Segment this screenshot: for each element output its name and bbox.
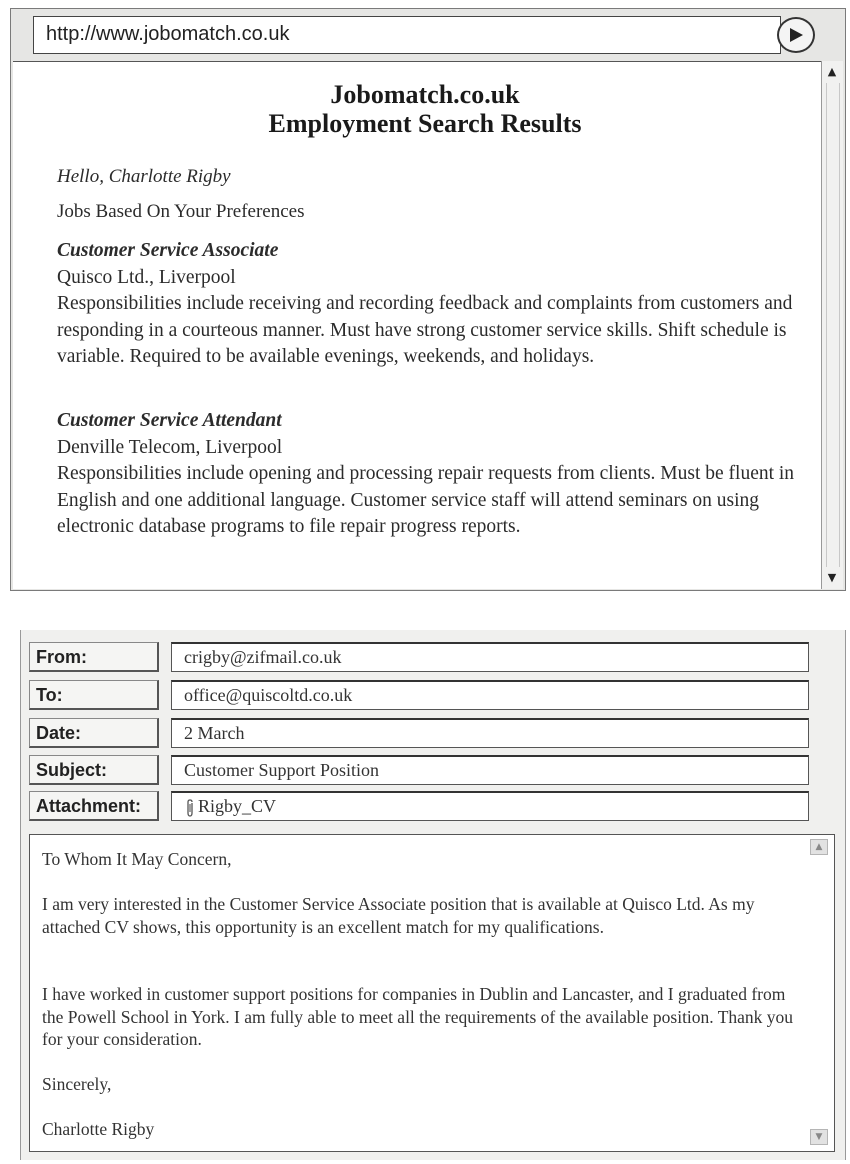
job-listing bbox=[57, 238, 797, 371]
letter-signature: Charlotte Rigby bbox=[42, 1119, 155, 1139]
job-listing bbox=[57, 408, 797, 541]
to-field[interactable]: office@quiscoltd.co.uk bbox=[171, 680, 809, 710]
scroll-track[interactable] bbox=[826, 83, 840, 567]
scroll-down-icon[interactable]: ▼ bbox=[810, 1129, 828, 1145]
address-bar[interactable]: http://www.jobomatch.co.uk bbox=[33, 16, 781, 54]
scroll-down-icon[interactable]: ▼ bbox=[827, 571, 837, 584]
letter-greeting: To Whom It May Concern, bbox=[42, 849, 232, 869]
from-label: From: bbox=[29, 642, 159, 672]
job-company: Quisco Ltd., Liverpool bbox=[57, 266, 236, 288]
subject-label: Subject: bbox=[29, 755, 159, 785]
date-label: Date: bbox=[29, 718, 159, 748]
letter-closing: Sincerely, bbox=[42, 1074, 112, 1094]
attachment-field[interactable] bbox=[171, 791, 809, 821]
attachment-label: Attachment: bbox=[29, 791, 159, 821]
email-body[interactable] bbox=[29, 834, 835, 1152]
paperclip-icon bbox=[184, 798, 196, 818]
job-title[interactable]: Customer Service Associate bbox=[57, 240, 279, 261]
job-description: Responsibilities include receiving and recording feedback and complaints from customers and responding in a courteous manner. Must have strong customer service skills. Shift schedule is variable. Required to be available evenings, weekends, and holidays. bbox=[57, 293, 793, 367]
email-window bbox=[20, 630, 846, 1160]
go-button[interactable] bbox=[777, 17, 815, 53]
site-title: Jobomatch.co.uk bbox=[330, 80, 520, 109]
letter-paragraph: I have worked in customer support positions for companies in Dublin and Lancaster, and I graduated from the Powell School in York. I am fully able to meet all the requirements of the available position. Thank you for your consideration. bbox=[42, 984, 794, 1049]
from-field[interactable]: crigby@zifmail.co.uk bbox=[171, 642, 809, 672]
preferences-heading: Jobs Based On Your Preferences bbox=[57, 201, 305, 222]
job-description: Responsibilities include opening and processing repair requests from clients. Must be fluent in English and one additional language. Customer service staff will attend seminars on using electronic database programs to file repair progress reports. bbox=[57, 463, 795, 537]
body-scrollbar[interactable] bbox=[810, 839, 828, 1145]
page-subtitle: Employment Search Results bbox=[268, 109, 582, 138]
user-greeting: Hello, Charlotte Rigby bbox=[57, 166, 231, 187]
job-title[interactable]: Customer Service Attendant bbox=[57, 410, 282, 431]
subject-field[interactable]: Customer Support Position bbox=[171, 755, 809, 785]
scroll-up-icon[interactable]: ▲ bbox=[827, 65, 837, 78]
scroll-up-icon[interactable]: ▲ bbox=[810, 839, 828, 855]
attachment-filename[interactable]: Rigby_CV bbox=[198, 796, 277, 816]
vertical-scrollbar[interactable] bbox=[821, 61, 843, 589]
job-company: Denville Telecom, Liverpool bbox=[57, 436, 283, 458]
letter-paragraph: I am very interested in the Customer Service Associate position that is available at Quisco Ltd. As my attached CV shows, this opportunity is an excellent match for my qualifications. bbox=[42, 894, 755, 937]
date-field[interactable]: 2 March bbox=[171, 718, 809, 748]
to-label: To: bbox=[29, 680, 159, 710]
play-arrow-icon bbox=[788, 27, 804, 43]
